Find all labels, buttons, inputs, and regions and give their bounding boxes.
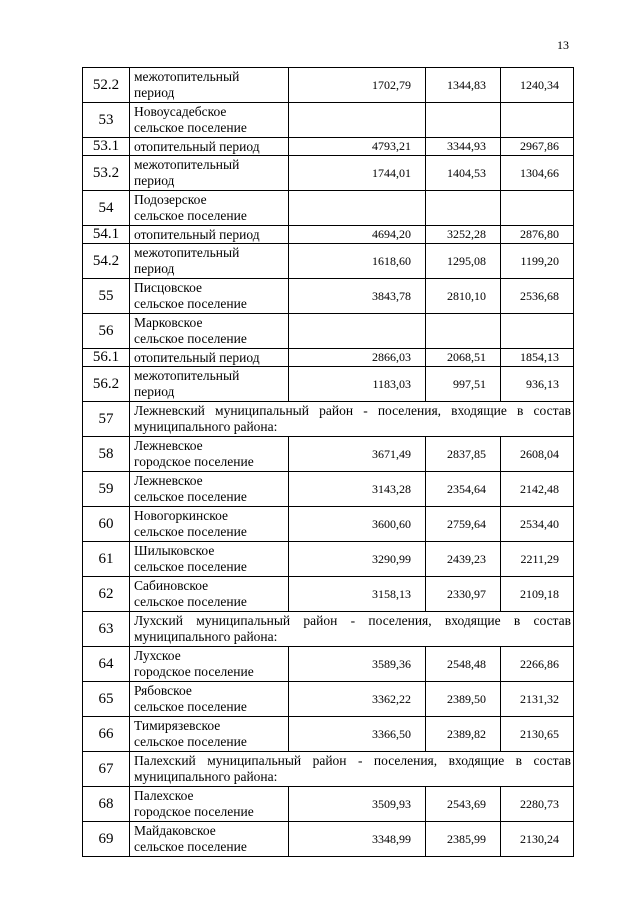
settlement-name-line: Рябовское bbox=[134, 683, 192, 698]
value-cell-v1: 1618,60 bbox=[289, 244, 426, 279]
settlement-name bbox=[130, 507, 289, 542]
row-number: 53.2 bbox=[83, 156, 130, 191]
value-cell-v3: 1854,13 bbox=[501, 349, 574, 367]
settlement-name bbox=[130, 314, 289, 349]
value-cell-v1: 1183,03 bbox=[289, 367, 426, 402]
table-row bbox=[83, 437, 574, 472]
value-cell-v3: 2130,65 bbox=[501, 717, 574, 752]
value-cell-v2: 2330,97 bbox=[426, 577, 501, 612]
settlement-name-line: Лежневское bbox=[134, 438, 203, 453]
table-row bbox=[83, 752, 574, 787]
row-number: 56 bbox=[83, 314, 130, 349]
table-row bbox=[83, 156, 574, 191]
value-cell-v3 bbox=[501, 314, 574, 349]
value-cell-v2: 2810,10 bbox=[426, 279, 501, 314]
settlement-name-line: отопительный период bbox=[134, 349, 260, 365]
value-cell-v1 bbox=[289, 103, 426, 138]
table-row bbox=[83, 542, 574, 577]
value-cell-v3: 1240,34 bbox=[501, 68, 574, 103]
value-cell-v1: 3509,93 bbox=[289, 787, 426, 822]
settlement-name-line: городское поселение bbox=[134, 804, 254, 819]
value-cell-v2: 2837,85 bbox=[426, 437, 501, 472]
settlement-name-line: Писцовское bbox=[134, 280, 203, 295]
value-cell-v2: 2389,50 bbox=[426, 682, 501, 717]
row-number: 65 bbox=[83, 682, 130, 717]
settlement-name bbox=[130, 68, 289, 103]
value-cell-v1: 1744,01 bbox=[289, 156, 426, 191]
table-row bbox=[83, 226, 574, 244]
value-cell-v2: 2759,64 bbox=[426, 507, 501, 542]
settlement-name-line: межотопительный bbox=[134, 245, 240, 260]
value-cell-v2: 3344,93 bbox=[426, 138, 501, 156]
settlement-name-line: сельское поселение bbox=[134, 594, 247, 609]
value-cell-v3 bbox=[501, 191, 574, 226]
settlement-name-line: период bbox=[134, 85, 175, 100]
value-cell-v1: 3589,36 bbox=[289, 647, 426, 682]
settlement-name-line: Тимирязевское bbox=[134, 718, 221, 733]
row-number: 53.1 bbox=[83, 138, 130, 156]
settlement-name-line: сельское поселение bbox=[134, 734, 247, 749]
settlement-name bbox=[130, 367, 289, 402]
settlement-name bbox=[130, 787, 289, 822]
settlement-name bbox=[130, 349, 289, 367]
table-row bbox=[83, 314, 574, 349]
settlement-name-line: Подозерское bbox=[134, 192, 207, 207]
value-cell-v3: 2280,73 bbox=[501, 787, 574, 822]
table-row bbox=[83, 472, 574, 507]
value-cell-v2: 2354,64 bbox=[426, 472, 501, 507]
value-cell-v1: 3143,28 bbox=[289, 472, 426, 507]
settlement-name-line: отопительный период bbox=[134, 138, 260, 154]
settlement-name bbox=[130, 472, 289, 507]
settlement-name-line: Новогоркинское bbox=[134, 508, 229, 523]
value-cell-v2: 2548,48 bbox=[426, 647, 501, 682]
value-cell-v2 bbox=[426, 314, 501, 349]
settlement-name bbox=[130, 647, 289, 682]
value-cell-v3: 2142,48 bbox=[501, 472, 574, 507]
row-number: 68 bbox=[83, 787, 130, 822]
row-number: 58 bbox=[83, 437, 130, 472]
settlement-name-line: межотопительный bbox=[134, 368, 240, 383]
table-row bbox=[83, 402, 574, 437]
settlement-name-line: сельское поселение bbox=[134, 208, 247, 223]
row-number: 61 bbox=[83, 542, 130, 577]
value-cell-v2: 2543,69 bbox=[426, 787, 501, 822]
settlement-name-line: Лухское bbox=[134, 648, 181, 663]
settlement-name-line: межотопительный bbox=[134, 157, 240, 172]
settlement-name-line: Майдаковское bbox=[134, 823, 216, 838]
value-cell-v1: 4793,21 bbox=[289, 138, 426, 156]
row-number: 59 bbox=[83, 472, 130, 507]
table-row bbox=[83, 349, 574, 367]
value-cell-v1: 4694,20 bbox=[289, 226, 426, 244]
row-number: 54.1 bbox=[83, 226, 130, 244]
value-cell-v3: 2266,86 bbox=[501, 647, 574, 682]
value-cell-v3: 2131,32 bbox=[501, 682, 574, 717]
value-cell-v3: 1304,66 bbox=[501, 156, 574, 191]
value-cell-v3: 2130,24 bbox=[501, 822, 574, 857]
value-cell-v3: 936,13 bbox=[501, 367, 574, 402]
value-cell-v1: 2866,03 bbox=[289, 349, 426, 367]
row-number: 56.2 bbox=[83, 367, 130, 402]
settlement-name bbox=[130, 156, 289, 191]
value-cell-v1: 3348,99 bbox=[289, 822, 426, 857]
settlement-name-line: Сабиновское bbox=[134, 578, 209, 593]
row-number: 52.2 bbox=[83, 68, 130, 103]
settlement-name-line: Палехское bbox=[134, 788, 194, 803]
value-cell-v3: 2211,29 bbox=[501, 542, 574, 577]
row-number: 57 bbox=[83, 402, 130, 437]
value-cell-v3: 2608,04 bbox=[501, 437, 574, 472]
settlement-name bbox=[130, 103, 289, 138]
settlement-name bbox=[130, 577, 289, 612]
settlement-name-line: сельское поселение bbox=[134, 489, 247, 504]
tariff-table bbox=[82, 67, 574, 857]
table-row bbox=[83, 138, 574, 156]
value-cell-v3: 2876,80 bbox=[501, 226, 574, 244]
table-row bbox=[83, 279, 574, 314]
row-number: 67 bbox=[83, 752, 130, 787]
settlement-name bbox=[130, 279, 289, 314]
value-cell-v1: 3843,78 bbox=[289, 279, 426, 314]
settlement-name-line: сельское поселение bbox=[134, 331, 247, 346]
value-cell-v3: 2534,40 bbox=[501, 507, 574, 542]
value-cell-v3: 2536,68 bbox=[501, 279, 574, 314]
value-cell-v2: 2389,82 bbox=[426, 717, 501, 752]
table-row bbox=[83, 647, 574, 682]
value-cell-v1: 3158,13 bbox=[289, 577, 426, 612]
settlement-name bbox=[130, 682, 289, 717]
row-number: 56.1 bbox=[83, 349, 130, 367]
value-cell-v1: 3362,22 bbox=[289, 682, 426, 717]
value-cell-v3 bbox=[501, 103, 574, 138]
row-number: 66 bbox=[83, 717, 130, 752]
row-number: 55 bbox=[83, 279, 130, 314]
settlement-name-line: Шилыковское bbox=[134, 543, 215, 558]
table-row bbox=[83, 103, 574, 138]
value-cell-v3: 2967,86 bbox=[501, 138, 574, 156]
row-number: 53 bbox=[83, 103, 130, 138]
settlement-name bbox=[130, 542, 289, 577]
settlement-name-line: сельское поселение bbox=[134, 559, 247, 574]
table-row bbox=[83, 244, 574, 279]
settlement-name-line: период bbox=[134, 384, 175, 399]
settlement-name-line: межотопительный bbox=[134, 69, 240, 84]
value-cell-v1 bbox=[289, 314, 426, 349]
value-cell-v2 bbox=[426, 103, 501, 138]
value-cell-v2 bbox=[426, 191, 501, 226]
settlement-name-line: период bbox=[134, 261, 175, 276]
table-row bbox=[83, 717, 574, 752]
value-cell-v1: 1702,79 bbox=[289, 68, 426, 103]
district-header: Палехский муниципальный район - поселения, входящие в состав муниципального района: bbox=[130, 752, 574, 787]
settlement-name-line: сельское поселение bbox=[134, 296, 247, 311]
value-cell-v2: 2385,99 bbox=[426, 822, 501, 857]
row-number: 69 bbox=[83, 822, 130, 857]
settlement-name-line: отопительный период bbox=[134, 226, 260, 242]
table-row bbox=[83, 682, 574, 717]
value-cell-v1 bbox=[289, 191, 426, 226]
table-row bbox=[83, 191, 574, 226]
settlement-name bbox=[130, 717, 289, 752]
row-number: 62 bbox=[83, 577, 130, 612]
settlement-name bbox=[130, 138, 289, 156]
settlement-name bbox=[130, 191, 289, 226]
value-cell-v2: 2068,51 bbox=[426, 349, 501, 367]
value-cell-v1: 3600,60 bbox=[289, 507, 426, 542]
settlement-name-line: сельское поселение bbox=[134, 524, 247, 539]
settlement-name-line: Лежневское bbox=[134, 473, 203, 488]
row-number: 60 bbox=[83, 507, 130, 542]
settlement-name-line: Марковское bbox=[134, 315, 203, 330]
value-cell-v2: 1344,83 bbox=[426, 68, 501, 103]
district-header: Лежневский муниципальный район - поселения, входящие в состав муниципального района: bbox=[130, 402, 574, 437]
value-cell-v2: 1295,08 bbox=[426, 244, 501, 279]
value-cell-v2: 3252,28 bbox=[426, 226, 501, 244]
value-cell-v1: 3366,50 bbox=[289, 717, 426, 752]
value-cell-v1: 3290,99 bbox=[289, 542, 426, 577]
row-number: 54.2 bbox=[83, 244, 130, 279]
district-header: Лухский муниципальный район - поселения, входящие в состав муниципального района: bbox=[130, 612, 574, 647]
value-cell-v3: 1199,20 bbox=[501, 244, 574, 279]
row-number: 64 bbox=[83, 647, 130, 682]
value-cell-v2: 2439,23 bbox=[426, 542, 501, 577]
table-row bbox=[83, 577, 574, 612]
settlement-name-line: городское поселение bbox=[134, 454, 254, 469]
settlement-name bbox=[130, 437, 289, 472]
row-number: 63 bbox=[83, 612, 130, 647]
value-cell-v2: 997,51 bbox=[426, 367, 501, 402]
settlement-name-line: Новоусадебское bbox=[134, 104, 227, 119]
table-row bbox=[83, 612, 574, 647]
settlement-name bbox=[130, 244, 289, 279]
table-row bbox=[83, 822, 574, 857]
page-number: 13 bbox=[557, 38, 569, 52]
table-row bbox=[83, 787, 574, 822]
table-row bbox=[83, 68, 574, 103]
table-row bbox=[83, 367, 574, 402]
row-number: 54 bbox=[83, 191, 130, 226]
tariff-table-body bbox=[83, 68, 574, 857]
settlement-name bbox=[130, 226, 289, 244]
value-cell-v1: 3671,49 bbox=[289, 437, 426, 472]
table-row bbox=[83, 507, 574, 542]
settlement-name-line: период bbox=[134, 173, 175, 188]
value-cell-v2: 1404,53 bbox=[426, 156, 501, 191]
settlement-name-line: сельское поселение bbox=[134, 839, 247, 854]
settlement-name bbox=[130, 822, 289, 857]
settlement-name-line: сельское поселение bbox=[134, 120, 247, 135]
settlement-name-line: городское поселение bbox=[134, 664, 254, 679]
settlement-name-line: сельское поселение bbox=[134, 699, 247, 714]
value-cell-v3: 2109,18 bbox=[501, 577, 574, 612]
